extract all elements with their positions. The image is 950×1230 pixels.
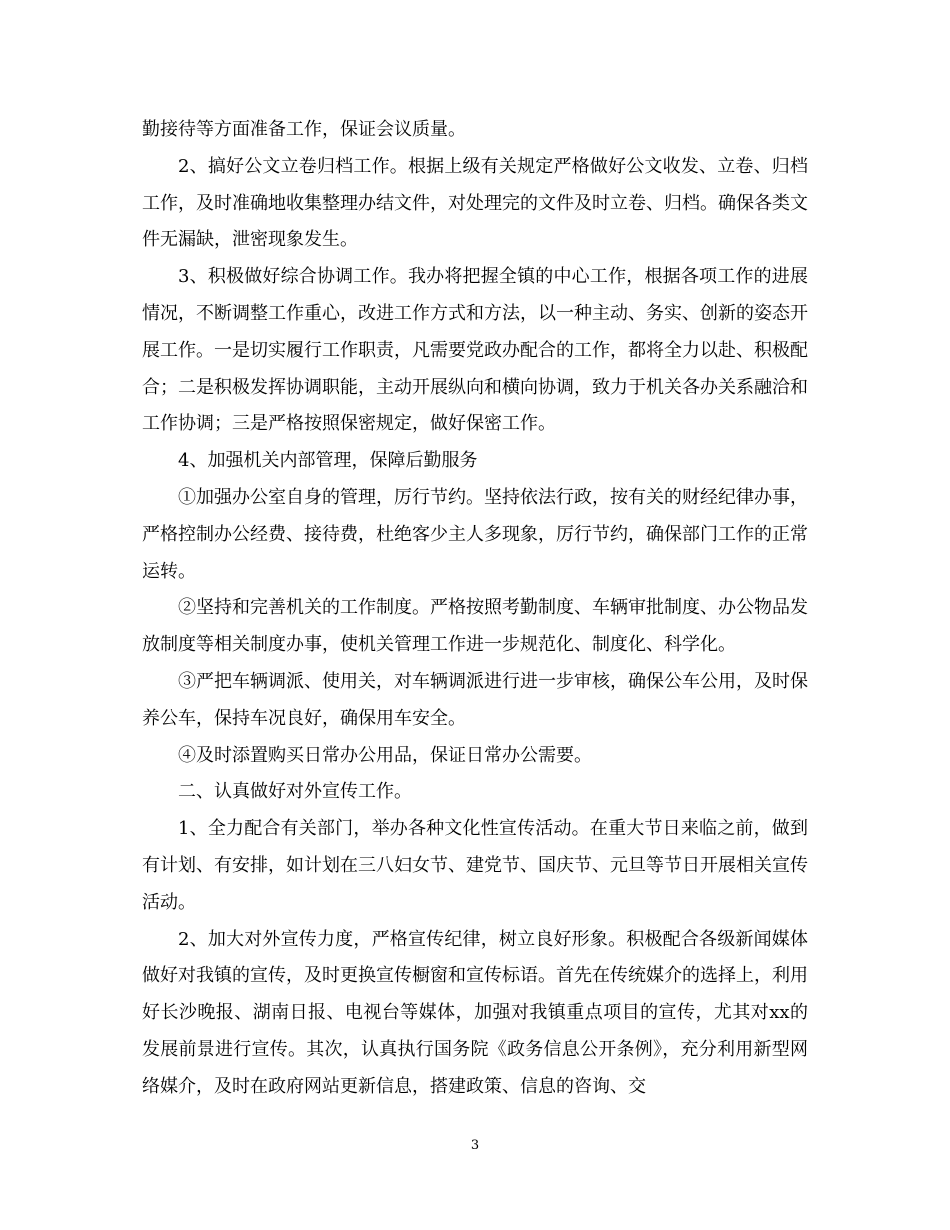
paragraph: 3、积极做好综合协调工作。我办将把握全镇的中心工作，根据各项工作的进展情况，不断调整工作重心，改进工作方式和方法，以一种主动、务实、创新的姿态开展工作。一是切实履行工作职责，凡需要党政办配合的工作，都将全力以赴、积极配合；二是积极发挥协调职能，主动开展纵向和横向协调，致力于机关各办关系融洽和工作协调；三是严格按照保密规定，做好保密工作。: [142, 266, 808, 435]
paragraph: 1、全力配合有关部门，举办各种文化性宣传活动。在重大节日来临之前，做到有计划、有安排，如计划在三八妇女节、建党节、国庆节、元旦等节日开展相关宣传活动。: [142, 818, 808, 913]
paragraph: 勤接待等方面准备工作，保证会议质量。: [142, 119, 466, 140]
document-body: [142, 112, 808, 1106]
paragraph: 2、加大对外宣传力度，严格宣传纪律，树立良好形象。积极配合各级新闻媒体做好对我镇的宣传，及时更换宣传橱窗和宣传标语。首先在传统媒介的选择上，利用好长沙晚报、湖南日报、电视台等媒体，加强对我镇重点项目的宣传，尤其对xx的发展前景进行宣传。其次，认真执行国务院《政务信息公开条例》，充分利用新型网络媒介，及时在政府网站更新信息，搭建政策、信息的咨询、交: [142, 928, 808, 1097]
paragraph: ①加强办公室自身的管理，厉行节约。坚持依法行政，按有关的财经纪律办事，严格控制办公经费、接待费，杜绝客少主人多现象，厉行节约，确保部门工作的正常运转。: [142, 486, 808, 582]
paragraph: 4、加强机关内部管理，保障后勤服务: [178, 450, 478, 472]
paragraph: 2、搞好公文立卷归档工作。根据上级有关规定严格做好公文收发、立卷、归档工作，及时准确地收集整理办结文件，对处理完的文件及时立卷、归档。确保各类文件无漏缺，泄密现象发生。: [142, 155, 808, 251]
paragraph: 二、认真做好对外宣传工作。: [178, 781, 412, 803]
paragraph: ③严把车辆调派、使用关，对车辆调派进行进一步审核，确保公车公用，及时保养公车，保持车况良好，确保用车安全。: [142, 670, 808, 729]
paragraph: ④及时添置购买日常办公用品，保证日常办公需要。: [178, 744, 592, 766]
page-number: 3: [470, 1138, 480, 1153]
paragraph: ②坚持和完善机关的工作制度。严格按照考勤制度、车辆审批制度、办公物品发放制度等相关制度办事，使机关管理工作进一步规范化、制度化、科学化。: [142, 597, 808, 656]
